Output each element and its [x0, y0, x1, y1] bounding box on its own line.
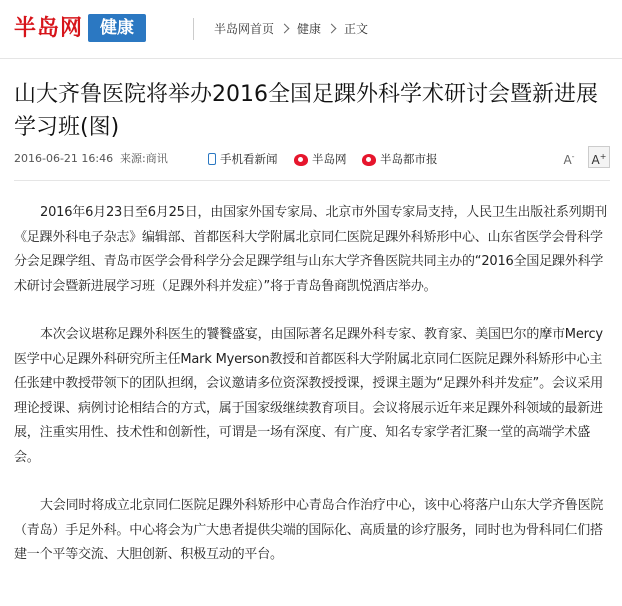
phone-icon	[208, 153, 216, 165]
meta-divider-line	[14, 180, 610, 181]
breadcrumb-health-link[interactable]: 健康	[297, 22, 322, 36]
breadcrumb-current: 正文	[344, 22, 369, 36]
share-dushibao-weibo[interactable]	[362, 150, 438, 168]
header-divider-line	[0, 58, 622, 59]
channel-badge[interactable]: 健康	[88, 14, 146, 42]
font-size-increase-button[interactable]: A+	[588, 146, 610, 168]
article-meta	[14, 150, 610, 168]
share-bandao-label: 半岛网	[312, 152, 347, 166]
chevron-right-icon	[280, 24, 290, 34]
site-logo[interactable]: 半岛网	[14, 15, 84, 41]
article-body	[14, 201, 608, 592]
font-large-label: A	[591, 153, 600, 167]
weibo-icon	[294, 154, 308, 166]
mobile-news-label: 手机看新闻	[220, 152, 278, 166]
article-paragraph: 大会同时将成立北京同仁医院足踝外科矫形中心青岛合作治疗中心，该中心将落户山东大学齐鲁医院（青岛）手足外科。中心将会为广大患者提供尖端的国际化、高质量的诊疗服务，同时也为骨科同仁们搭建一个平等交流、大胆创新、积极互动的平台。	[14, 498, 604, 562]
article-paragraph: 本次会议堪称足踝外科医生的饕餮盛宴，由国际著名足踝外科专家、教育家、美国巴尔的摩市Mercy医学中心足踝外科研究所主任Mark Myerson教授和首都医科大学附属北京同仁医院足踝外科矫形中心主任张建中教授带领下的团队担纲，会议邀请多位资深教授授课，授课主题为“足踝外科并发症”。会议采用理论授课、病例讨论相结合的方式，属于国家级继续教育项目。会议将展示近年来足踝外科领域的最新进展，注重实用性、技术性和创新性，可谓是一场有深度、有广度、知名专家学者汇聚一堂的高端学术盛会。	[14, 327, 604, 465]
header-divider	[193, 18, 194, 40]
font-small-label: A	[563, 153, 572, 167]
publish-date: 2016-06-21 16:46	[14, 152, 114, 165]
font-size-decrease-button[interactable]: A-	[558, 146, 580, 168]
share-dushibao-label: 半岛都市报	[380, 152, 438, 166]
weibo-icon	[362, 154, 376, 166]
chevron-right-icon	[327, 24, 337, 34]
article-source: 来源:商讯	[120, 152, 168, 165]
article-title: 山大齐鲁医院将举办2016全国足踝外科学术研讨会暨新进展学习班(图)	[14, 82, 598, 140]
breadcrumb	[214, 20, 368, 38]
site-header	[0, 0, 622, 58]
share-bandao-weibo[interactable]	[294, 150, 347, 168]
article-paragraph: 2016年6月23日至6月25日，由国家外国专家局、北京市外国专家局支持，人民卫生出版社系列期刊《足踝外科电子杂志》编辑部、首都医科大学附属北京同仁医院足踝外科矫形中心、山东省医学会骨科学分会足踝学组、青岛市医学会骨科学分会足踝学组与山东大学齐鲁医院共同主办的“2016全国足踝外科学术研讨会暨新进展学习班（足踝外科并发症）”将于青岛鲁商凯悦酒店举办。	[14, 205, 608, 294]
mobile-news-link[interactable]	[208, 150, 278, 168]
breadcrumb-home-link[interactable]: 半岛网首页	[214, 22, 275, 36]
